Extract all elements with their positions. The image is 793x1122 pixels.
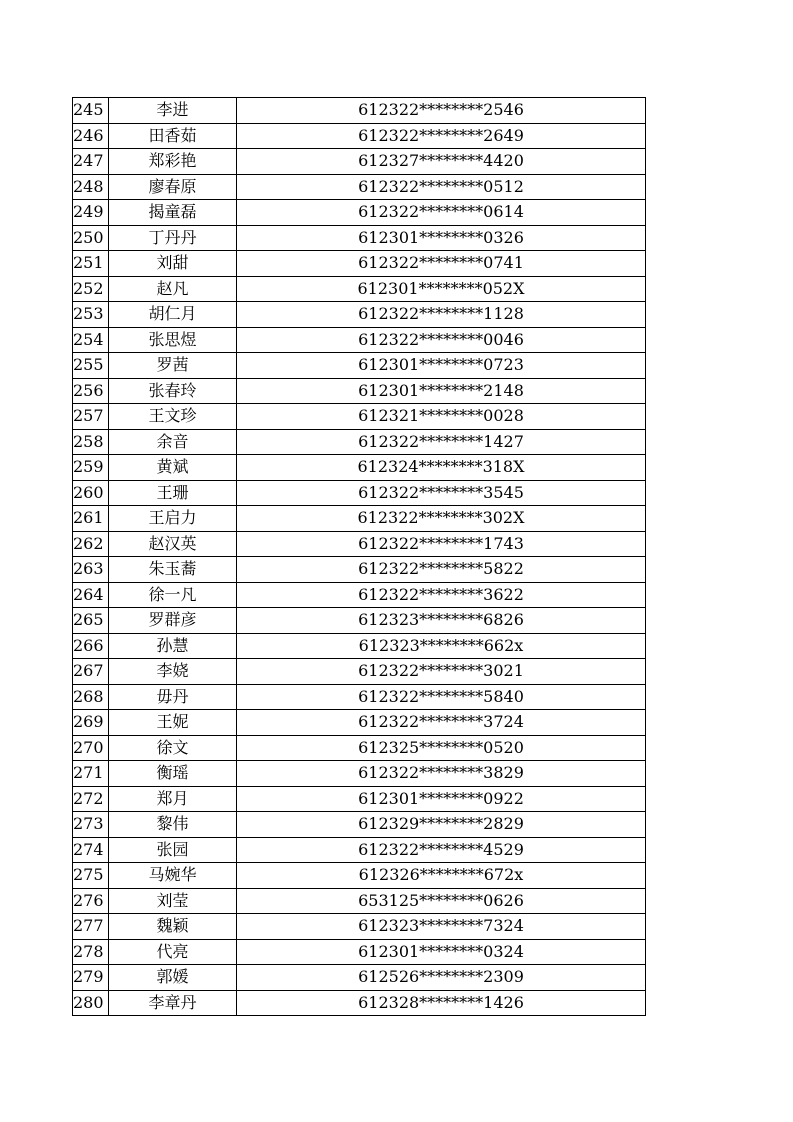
name-cell: 魏颖 — [109, 914, 237, 940]
id-number-cell: 612322********3829 — [237, 761, 646, 787]
id-number-cell: 612322********0512 — [237, 174, 646, 200]
id-number-cell: 612325********0520 — [237, 735, 646, 761]
row-number-cell: 249 — [73, 200, 109, 226]
id-number-cell: 612322********5840 — [237, 684, 646, 710]
table-row — [73, 761, 646, 787]
row-number-cell: 267 — [73, 659, 109, 685]
row-number-cell: 268 — [73, 684, 109, 710]
name-cell: 罗茜 — [109, 353, 237, 379]
name-cell: 王启力 — [109, 506, 237, 532]
id-number-cell: 612301********2148 — [237, 378, 646, 404]
row-number-cell: 279 — [73, 965, 109, 991]
table-row — [73, 659, 646, 685]
name-cell: 胡仁月 — [109, 302, 237, 328]
name-cell: 郭媛 — [109, 965, 237, 991]
name-cell: 揭童磊 — [109, 200, 237, 226]
row-number-cell: 269 — [73, 710, 109, 736]
row-number-cell: 257 — [73, 404, 109, 430]
table-row — [73, 582, 646, 608]
table-row — [73, 225, 646, 251]
table-row — [73, 837, 646, 863]
table-row — [73, 123, 646, 149]
row-number-cell: 280 — [73, 990, 109, 1016]
id-number-cell: 612326********672x — [237, 863, 646, 889]
id-number-cell: 612328********1426 — [237, 990, 646, 1016]
roster-table-body — [73, 98, 646, 1016]
id-number-cell: 612322********0741 — [237, 251, 646, 277]
id-number-cell: 612322********1128 — [237, 302, 646, 328]
id-number-cell: 612322********2649 — [237, 123, 646, 149]
row-number-cell: 253 — [73, 302, 109, 328]
name-cell: 郑彩艳 — [109, 149, 237, 175]
table-row — [73, 429, 646, 455]
table-row — [73, 735, 646, 761]
row-number-cell: 256 — [73, 378, 109, 404]
row-number-cell: 261 — [73, 506, 109, 532]
name-cell: 代亮 — [109, 939, 237, 965]
table-row — [73, 684, 646, 710]
name-cell: 田香茹 — [109, 123, 237, 149]
name-cell: 张思煜 — [109, 327, 237, 353]
id-number-cell: 612301********0324 — [237, 939, 646, 965]
table-row — [73, 939, 646, 965]
name-cell: 张园 — [109, 837, 237, 863]
name-cell: 王文珍 — [109, 404, 237, 430]
table-row — [73, 353, 646, 379]
row-number-cell: 258 — [73, 429, 109, 455]
table-row — [73, 480, 646, 506]
name-cell: 郑月 — [109, 786, 237, 812]
row-number-cell: 278 — [73, 939, 109, 965]
id-number-cell: 612323********6826 — [237, 608, 646, 634]
row-number-cell: 276 — [73, 888, 109, 914]
id-number-cell: 612322********3545 — [237, 480, 646, 506]
table-row — [73, 200, 646, 226]
id-number-cell: 612322********5822 — [237, 557, 646, 583]
name-cell: 朱玉蕎 — [109, 557, 237, 583]
row-number-cell: 275 — [73, 863, 109, 889]
row-number-cell: 264 — [73, 582, 109, 608]
table-row — [73, 378, 646, 404]
table-row — [73, 327, 646, 353]
id-number-cell: 612322********1743 — [237, 531, 646, 557]
table-row — [73, 990, 646, 1016]
id-number-cell: 612323********7324 — [237, 914, 646, 940]
name-cell: 廖春原 — [109, 174, 237, 200]
row-number-cell: 248 — [73, 174, 109, 200]
row-number-cell: 260 — [73, 480, 109, 506]
name-cell: 李章丹 — [109, 990, 237, 1016]
table-row — [73, 557, 646, 583]
id-number-cell: 612322********3724 — [237, 710, 646, 736]
table-row — [73, 251, 646, 277]
row-number-cell: 263 — [73, 557, 109, 583]
table-row — [73, 276, 646, 302]
roster-table — [72, 97, 646, 1016]
row-number-cell: 246 — [73, 123, 109, 149]
row-number-cell: 274 — [73, 837, 109, 863]
id-number-cell: 612322********3021 — [237, 659, 646, 685]
name-cell: 马婉华 — [109, 863, 237, 889]
name-cell: 黄斌 — [109, 455, 237, 481]
name-cell: 余音 — [109, 429, 237, 455]
table-row — [73, 863, 646, 889]
row-number-cell: 277 — [73, 914, 109, 940]
table-row — [73, 965, 646, 991]
id-number-cell: 612301********052X — [237, 276, 646, 302]
row-number-cell: 254 — [73, 327, 109, 353]
id-number-cell: 612301********0723 — [237, 353, 646, 379]
row-number-cell: 273 — [73, 812, 109, 838]
name-cell: 李娆 — [109, 659, 237, 685]
name-cell: 毋丹 — [109, 684, 237, 710]
name-cell: 黎伟 — [109, 812, 237, 838]
id-number-cell: 612322********4529 — [237, 837, 646, 863]
row-number-cell: 247 — [73, 149, 109, 175]
name-cell: 徐一凡 — [109, 582, 237, 608]
table-row — [73, 404, 646, 430]
table-row — [73, 633, 646, 659]
id-number-cell: 612323********662x — [237, 633, 646, 659]
table-row — [73, 149, 646, 175]
name-cell: 徐文 — [109, 735, 237, 761]
id-number-cell: 612322********1427 — [237, 429, 646, 455]
row-number-cell: 250 — [73, 225, 109, 251]
name-cell: 衡瑶 — [109, 761, 237, 787]
id-number-cell: 653125********0626 — [237, 888, 646, 914]
id-number-cell: 612327********4420 — [237, 149, 646, 175]
row-number-cell: 271 — [73, 761, 109, 787]
id-number-cell: 612301********0326 — [237, 225, 646, 251]
name-cell: 王珊 — [109, 480, 237, 506]
row-number-cell: 245 — [73, 98, 109, 124]
table-row — [73, 710, 646, 736]
row-number-cell: 265 — [73, 608, 109, 634]
table-row — [73, 812, 646, 838]
name-cell: 王妮 — [109, 710, 237, 736]
id-number-cell: 612322********0614 — [237, 200, 646, 226]
name-cell: 罗群彦 — [109, 608, 237, 634]
id-number-cell: 612322********0046 — [237, 327, 646, 353]
id-number-cell: 612322********2546 — [237, 98, 646, 124]
table-row — [73, 98, 646, 124]
id-number-cell: 612301********0922 — [237, 786, 646, 812]
name-cell: 丁丹丹 — [109, 225, 237, 251]
id-number-cell: 612322********3622 — [237, 582, 646, 608]
table-row — [73, 786, 646, 812]
table-row — [73, 608, 646, 634]
table-row — [73, 174, 646, 200]
table-row — [73, 914, 646, 940]
row-number-cell: 259 — [73, 455, 109, 481]
row-number-cell: 252 — [73, 276, 109, 302]
name-cell: 刘莹 — [109, 888, 237, 914]
table-row — [73, 302, 646, 328]
id-number-cell: 612322********302X — [237, 506, 646, 532]
row-number-cell: 270 — [73, 735, 109, 761]
name-cell: 赵凡 — [109, 276, 237, 302]
id-number-cell: 612526********2309 — [237, 965, 646, 991]
id-number-cell: 612324********318X — [237, 455, 646, 481]
row-number-cell: 272 — [73, 786, 109, 812]
roster-sheet — [72, 97, 646, 1016]
row-number-cell: 255 — [73, 353, 109, 379]
name-cell: 李进 — [109, 98, 237, 124]
name-cell: 张春玲 — [109, 378, 237, 404]
row-number-cell: 251 — [73, 251, 109, 277]
table-row — [73, 531, 646, 557]
id-number-cell: 612329********2829 — [237, 812, 646, 838]
name-cell: 孙慧 — [109, 633, 237, 659]
table-row — [73, 506, 646, 532]
table-row — [73, 888, 646, 914]
id-number-cell: 612321********0028 — [237, 404, 646, 430]
name-cell: 赵汉英 — [109, 531, 237, 557]
row-number-cell: 262 — [73, 531, 109, 557]
name-cell: 刘甜 — [109, 251, 237, 277]
row-number-cell: 266 — [73, 633, 109, 659]
table-row — [73, 455, 646, 481]
